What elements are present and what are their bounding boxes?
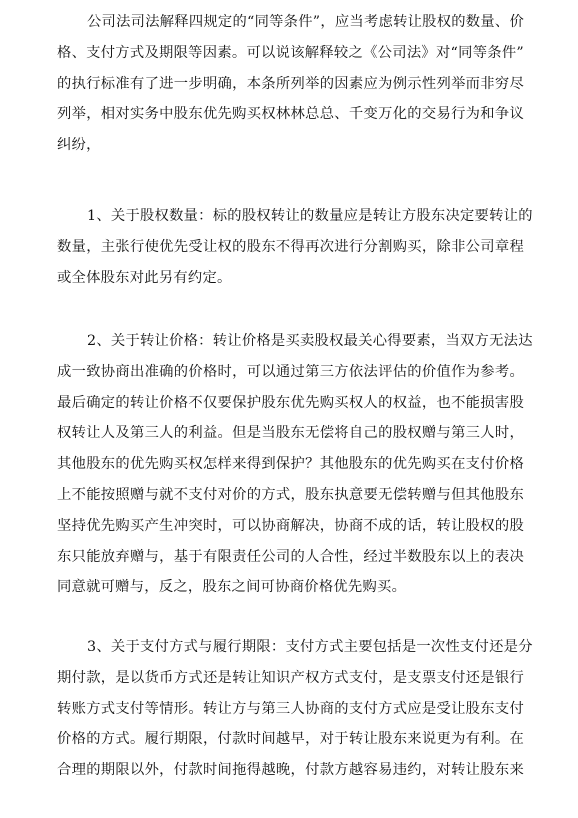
text-line: 2、关于转让价格：转让价格是买卖股权最关心得要素，当双方无法达 [87, 333, 533, 349]
text-line: 列举，相对实务中股东优先购买权林林总总、千变万化的交易行为和争议 [57, 106, 524, 123]
text-line: 纠纷， [57, 137, 101, 154]
text-line: 坚持优先购买产生冲突时，可以协商解决，协商不成的话，转让股权的股 [57, 517, 524, 534]
text-line: 合理的期限以外，付款时间拖得越晚，付款方越容易违约，对转让股东来 [57, 762, 524, 779]
paragraph-intro [57, 7, 524, 161]
text-line: 其他股东的优先购买权怎样来得到保护？其他股东的优先购买在支付价格 [57, 456, 524, 473]
text-line: 价格的方式。履行期限，付款时间越早，对于转让股东来说更为有利。在 [57, 731, 524, 748]
text-line: 数量，主张行使优先受让权的股东不得再次进行分割购买，除非公司章程 [57, 238, 524, 255]
text-line: 的执行标准有了进一步明确，本条所列举的因素应为例示性列举而非穷尽 [57, 75, 524, 92]
text-line: 上不能按照赠与就不支付对价的方式，股东执意要无偿转赠与但其他股东 [57, 486, 524, 503]
text-line: 转账方式支付等情形。转让方与第三人协商的支付方式应是受让股东支付 [57, 700, 524, 717]
text-line: 或全体股东对此另有约定。 [57, 269, 232, 286]
paragraph-share-quantity [57, 201, 533, 293]
text-line: 格、支付方式及期限等因素。可以说该解释较之《公司法》对“同等条件” [57, 44, 524, 61]
text-line: 同意就可赠与，反之，股东之间可协商价格优先购买。 [57, 579, 407, 596]
text-line: 成一致协商出准确的价格时，可以通过第三方依法评估的价值作为参考。 [57, 363, 524, 380]
text-line: 1、关于股权数量：标的股权转让的数量应是转让方股东决定要转让的 [87, 208, 533, 224]
paragraph-payment-terms [57, 632, 533, 786]
text-line: 期付款，是以货币方式还是转让知识产权方式支付，是支票支付还是银行 [57, 669, 524, 686]
text-line: 权转让人及第三人的利益。但是当股东无偿将自己的股权赠与第三人时， [57, 425, 524, 442]
paragraph-transfer-price [57, 326, 533, 603]
text-line: 3、关于支付方式与履行期限：支付方式主要包括是一次性支付还是分 [87, 639, 533, 655]
text-line: 公司法司法解释四规定的“同等条件”，应当考虑转让股权的数量、价 [87, 14, 524, 30]
text-line: 东只能放弃赠与，基于有限责任公司的人合性，经过半数股东以上的表决 [57, 548, 524, 565]
text-line: 最后确定的转让价格不仅要保护股东优先购买权人的权益，也不能损害股 [57, 394, 524, 411]
